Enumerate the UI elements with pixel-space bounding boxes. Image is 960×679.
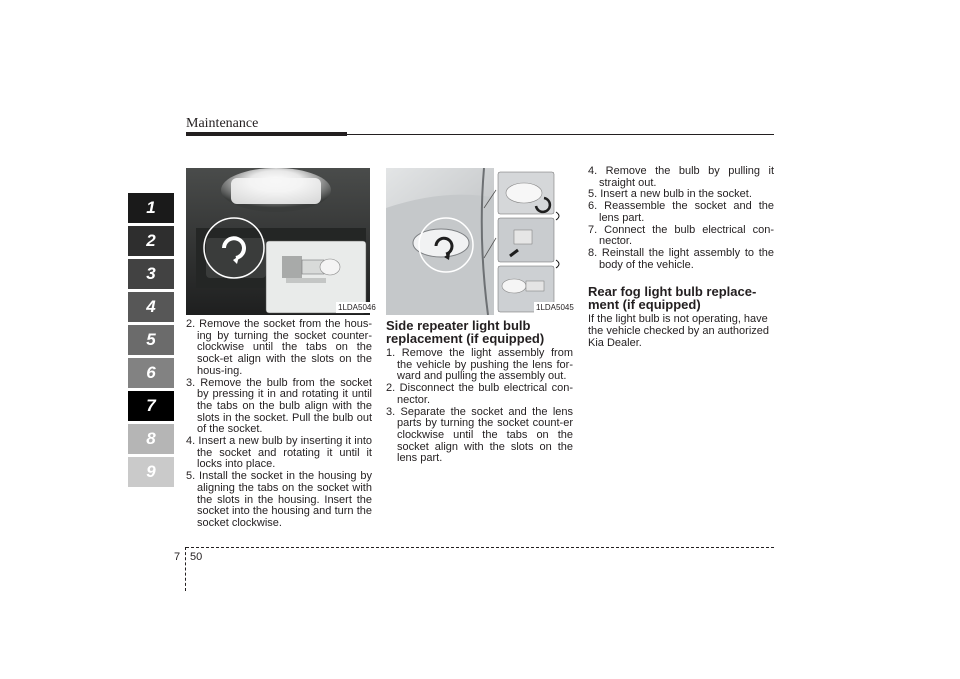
chapter-tab-7-active[interactable]: 7 [128,391,174,421]
socket-removal-illustration [186,168,370,315]
section-title: Maintenance [186,116,259,131]
step-item: 2. Disconnect the bulb electrical con-nector. [386,382,573,406]
side-repeater-illustration [386,168,573,315]
section-heading: Rear fog light bulb replace-ment (if equipped) [588,284,757,313]
chapter-tab-2[interactable]: 2 [128,226,174,256]
step-item: 7. Connect the bulb electrical con-nector. [588,223,774,248]
chapter-tab-1[interactable]: 1 [128,193,174,223]
chapter-tab-6[interactable]: 6 [128,358,174,388]
chapter-tabs [128,193,174,490]
body-paragraph: If the light bulb is not operating, have the vehicle checked by an authorized Kia Dealer. [588,313,770,349]
chapter-tab-8[interactable]: 8 [128,424,174,454]
middle-text-column [386,319,573,465]
header-rule-accent [186,132,347,136]
left-text-column [186,319,372,530]
page-number: 50 [190,551,203,563]
figure-code: 1LDA5045 [536,303,574,312]
step-item: 5. Install the socket in the housing by aligning the tabs on the socket with the slots in the housing. Insert the socket into the housing and turn the socket clockwise. [186,470,372,529]
socket-removal-steps [186,319,372,530]
step-item: 3. Separate the socket and the lens parts by turning the socket count-er clockwise until the tabs on the socket align with the slots on the lens part. [386,405,573,465]
step-item: 6. Reassemble the socket and the lens part. [588,200,774,224]
step-item: 1. Remove the light assembly from the vehicle by pushing the lens for-ward and pulling the assembly out. [386,347,573,383]
step-item: 4. Remove the bulb by pulling it straight out. [588,165,774,189]
step-item: 2. Remove the socket from the hous-ing by turning the socket counter-clockwise until the tabs on the sock-et align with the slots on the hous-ing. [186,318,372,377]
bulb-replacement-steps [588,166,774,271]
chapter-tab-4[interactable]: 4 [128,292,174,322]
footer-rule [186,547,774,548]
step-item: 5. Insert a new bulb in the socket. [588,188,752,201]
side-repeater-photo [386,168,573,315]
step-item: 8. Reinstall the light assembly to the body of the vehicle. [588,246,774,271]
chapter-tab-9[interactable]: 9 [128,457,174,487]
chapter-tab-5[interactable]: 5 [128,325,174,355]
chapter-tab-3[interactable]: 3 [128,259,174,289]
side-repeater-steps [386,348,573,465]
step-item: 4. Insert a new bulb by inserting it into the socket and rotating it until it locks into place. [186,435,372,471]
chapter-number: 7 [174,551,181,563]
section-heading: Side repeater light bulb replacement (if equipped) [386,318,545,346]
footer-divider [185,547,186,591]
figure-code: 1LDA5046 [338,303,376,312]
step-item: 3. Remove the bulb from the socket by pressing it in and rotating it until the tabs on the bulb align with the slots in the socket. Pull the bulb out of the socket. [186,376,372,436]
right-text-column [588,166,774,349]
socket-removal-photo [186,168,370,315]
